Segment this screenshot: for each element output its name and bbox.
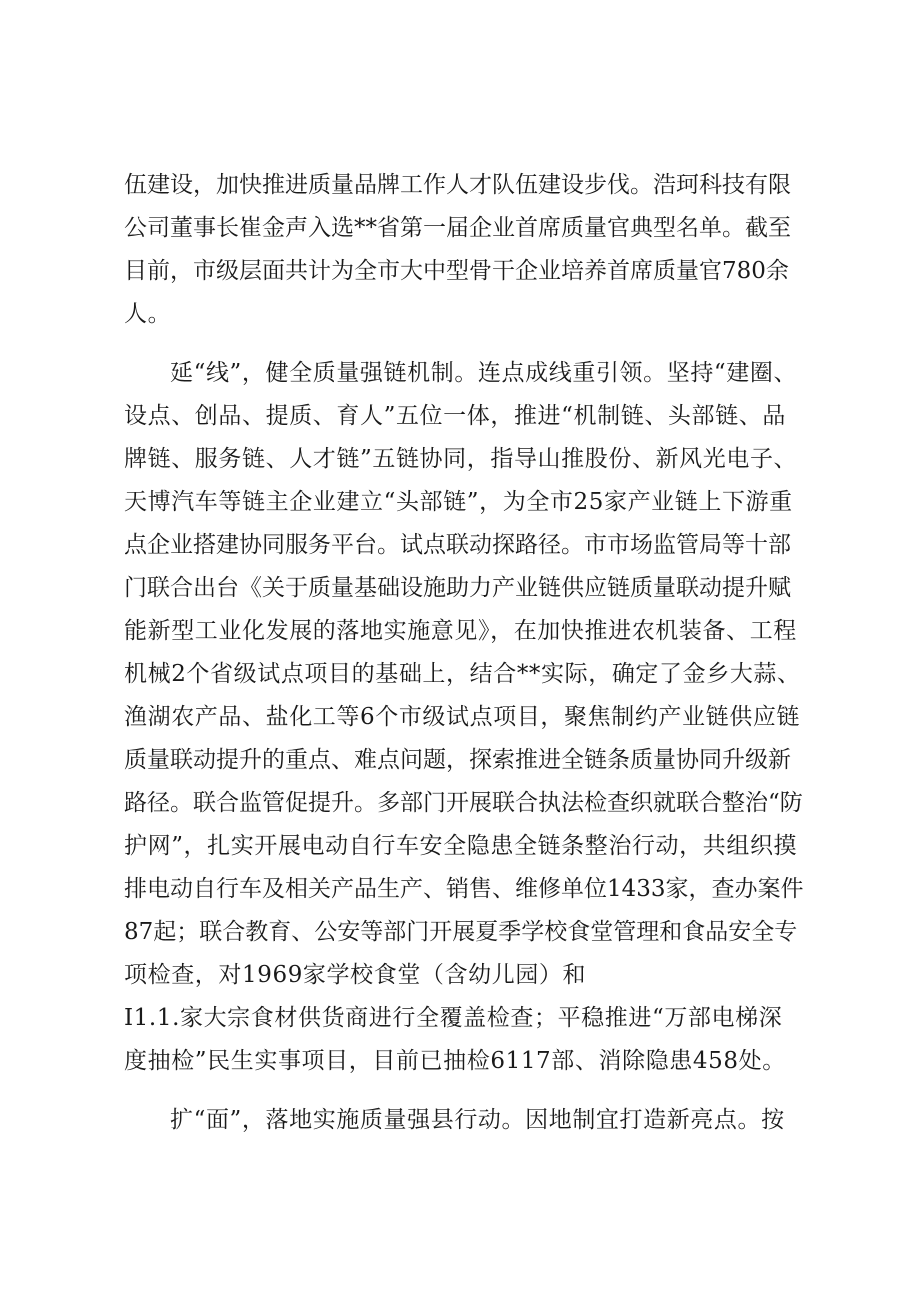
text-line: 机械2个省级试点项目的基础上，结合**实际，确定了金乡大蒜、 [124,661,801,687]
text-line: 排电动自行车及相关产品生产、销售、维修单位1433家，查办案件 [124,876,804,902]
text-line: 路径。联合监管促提升。多部门开展联合执法检查织就联合整治“防 [124,790,803,816]
text-line: 延“线”，健全质量强链机制。连点成线重引领。坚持“建圈、 [170,360,798,386]
text-line: 度抽检”民生实事项目，目前已抽检6117部、消除隐患458处。 [124,1048,786,1074]
text-line: 公司董事长崔金声入选**省第一届企业首席质量官典型名单。截至 [124,215,791,241]
text-line: 伍建设，加快推进质量品牌工作人才队伍建设步伐。浩珂科技有限 [124,172,791,198]
text-line: I1.1.家大宗食材供货商进行全覆盖检查；平稳推进“万部电梯深 [124,1005,783,1031]
text-line: 能新型工业化发展的落地实施意见》，在加快推进农机装备、工程 [124,618,797,644]
text-line: 渔湖农产品、盐化工等6个市级试点项目，聚焦制约产业链供应链 [124,704,801,730]
text-line: 人。 [124,301,172,327]
text-line: 护网”，扎实开展电动自行车安全隐患全链条整治行动，共组织摸 [124,833,798,859]
text-line: 设点、创品、提质、育人”五位一体，推进“机制链、头部链、品 [124,403,786,429]
text-line: 牌链、服务链、人才链”五链协同，指导山推股份、新风光电子、 [124,446,798,472]
text-line: 质量联动提升的重点、难点问题，探索推进全链条质量协同升级新 [124,747,791,773]
text-line: 扩“面”，落地实施质量强县行动。因地制宜打造新亮点。按 [170,1107,785,1133]
text-line: 天博汽车等链主企业建立“头部链”，为全市25家产业链上下游重 [124,489,793,515]
text-line: 目前，市级层面共计为全市大中型骨干企业培养首席质量官780余 [124,258,789,284]
text-line: 87起；联合教育、公安等部门开展夏季学校食堂管理和食品安全专 [124,919,798,945]
text-line: 门联合出台《关于质量基础设施助力产业链供应链质量联动提升赋 [124,575,791,601]
text-line: 项检查，对1969家学校食堂（含幼儿园）和 [124,962,587,988]
text-line: 点企业搭建协同服务平台。试点联动探路径。市市场监管局等十部 [124,532,791,558]
